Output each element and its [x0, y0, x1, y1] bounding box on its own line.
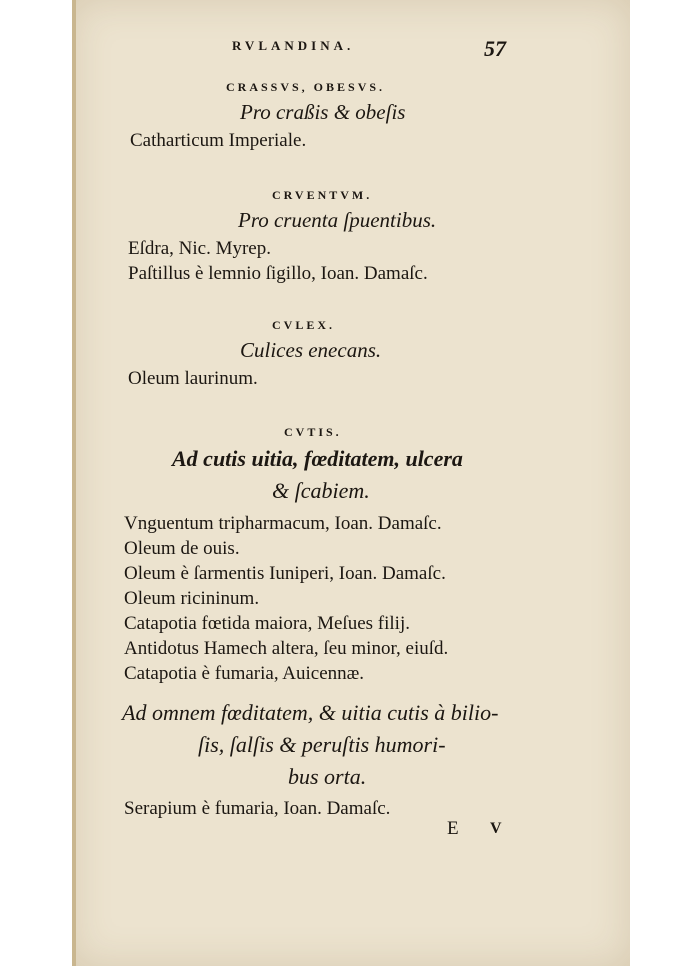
running-title: RVLANDINA. — [232, 38, 355, 53]
entry-line: Catapotia è fumaria, Auicennæ. — [124, 663, 365, 684]
section-subheading-cutis-2: bus orta. — [288, 764, 367, 789]
section-heading-cutis: CVTIS. — [284, 425, 342, 439]
section-subheading-cutis-2: Ad omnem fœditatem, & uitia cutis à bilio- — [122, 700, 499, 725]
entry-line: Oleum è ſarmentis Iuniperi, Ioan. Damaſc. — [124, 563, 446, 584]
entry-line: Paſtillus è lemnio ſigillo, Ioan. Damaſc. — [128, 263, 428, 284]
section-heading-crassus: CRASSVS, OBESVS. — [226, 80, 386, 94]
signature-mark: E — [447, 818, 459, 839]
entry-line: Catharticum Imperiale. — [130, 130, 307, 151]
section-subheading-culex: Culices enecans. — [240, 338, 382, 362]
entry-line: Vnguentum tripharmacum, Ioan. Damaſc. — [124, 513, 442, 534]
entry-line: Catapotia fœtida maiora, Meſues filij. — [124, 613, 410, 634]
entry-line: Oleum laurinum. — [128, 368, 258, 389]
entry-line: Oleum de ouis. — [124, 538, 240, 559]
section-subheading-cruentum: Pro cruenta ſpuentibus. — [238, 208, 437, 232]
section-heading-cruentum: CRVENTVM. — [272, 188, 373, 202]
entry-line: Serapium è fumaria, Ioan. Damaſc. — [124, 798, 391, 819]
section-subheading-crassus: Pro craßis & obeſis — [240, 100, 406, 124]
entry-line: Eſdra, Nic. Myrep. — [128, 238, 271, 259]
section-heading-culex: CVLEX. — [272, 318, 336, 332]
section-subheading-cutis: Ad cutis uitia, fœditatem, ulcera — [172, 446, 463, 471]
entry-line: Antidotus Hamech altera, ſeu minor, eiuſd. — [124, 638, 449, 659]
catchword: V — [490, 820, 502, 837]
section-subheading-cutis-2: ſis, ſalſis & peruſtis humori- — [198, 732, 446, 757]
section-subheading-cutis: & ſcabiem. — [272, 478, 370, 503]
page-edge — [72, 0, 76, 966]
page-number: 57 — [484, 36, 506, 61]
entry-line: Oleum ricininum. — [124, 588, 260, 609]
